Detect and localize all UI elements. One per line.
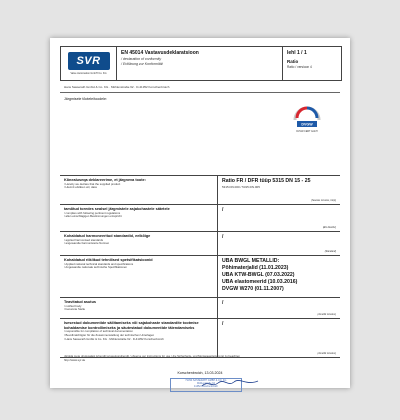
row-heading: Kohaldatud riiklikud tehnilised spetsifikatsioonid — [64, 258, 153, 262]
row-value-cell — [218, 256, 340, 297]
row-note: (Standard) — [324, 250, 336, 253]
row-subline: / complies with following pertinent regulations — [64, 210, 121, 215]
row-label-cell — [60, 232, 218, 255]
company-logo — [61, 47, 117, 80]
row-label-cell — [60, 319, 218, 357]
spec-line: UBA KTW-BWGL (07.03.2022) — [222, 272, 295, 279]
table-row — [60, 176, 340, 205]
row-label-cell — [60, 176, 218, 204]
empty-value: / — [222, 300, 224, 306]
document-version: Ratio / versioon 4 — [287, 65, 312, 69]
stamp-line: 41352 Korschenbroich — [194, 384, 218, 388]
product-codes: 5315.DN.000 / 5315.DN.005 — [222, 185, 260, 190]
spec-line: DVGW W270 (01.11.2007) — [222, 286, 284, 293]
svg-text:DVGW: DVGW — [301, 122, 313, 127]
header-page-block — [283, 47, 341, 80]
row-note: (Ametlik nimetus) — [317, 352, 336, 355]
row-subline: / Hiermit erklären wir, dass — [64, 185, 97, 190]
table-row — [60, 298, 340, 319]
row-note: (EU direktiv) — [322, 226, 336, 229]
row-subline: / Bevollmächtigter für die Zusammenstellung der technischen Unterlagen — [64, 333, 155, 338]
row-heading: Kõnealuseqa deklareerime, et järgneva toote: — [64, 178, 146, 182]
row-subline: / Angewandte nationale technische Spezifikationen — [64, 265, 127, 270]
product-type: Ratio FR / DFR tüüp 5315 DN 15 - 25 — [222, 178, 311, 184]
row-value-cell — [218, 176, 340, 204]
row-subline: / notified body — [64, 303, 82, 308]
logo-mark: SVR — [68, 52, 110, 70]
table-row — [60, 205, 340, 232]
instructions-text: Järgida toote ohutusalast juhendit ja kasutusjuhendit / observe our instructions for use / die Sicherheits- und Montageanleitung ist zu beachten — [64, 354, 241, 358]
product-name: Ratio — [287, 59, 299, 64]
empty-value: / — [222, 207, 224, 213]
row-subline: / benannte Stelle — [64, 307, 85, 312]
declaration-table — [60, 175, 340, 358]
place-and-date: Korschenbroich, 13.03.2024 — [177, 371, 223, 375]
document-subtitle-en: / declaration of conformity — [121, 57, 162, 61]
footer-instructions — [64, 354, 334, 362]
row-note: (Ametlik nimetus) — [317, 313, 336, 316]
spec-line: UBA BWGL METALLID: — [222, 258, 280, 264]
row-heading: Kohaldatud harmoneeritud standardid, eelkõige — [64, 234, 151, 238]
stamp-line: Mühlenstraße 62 — [197, 381, 215, 385]
signature-icon — [200, 379, 260, 389]
row-subline: / allen einschlägigen Bestimmungen entspricht — [64, 214, 122, 219]
table-row — [60, 232, 340, 256]
row-subline: / Hereby we declare that the supplied product — [64, 181, 121, 186]
logo-subtitle: Valve Automation GmbH Co. KG — [70, 72, 107, 75]
row-subline: / Applied national technical standards and specifications — [64, 261, 134, 266]
row-heading: tamõtud toredes sealsel järgmistele asjakohastele sätetele — [64, 207, 170, 211]
certification-mark-icon — [288, 100, 326, 130]
row-subline: / Hans Sasserath GmbH & Co. KG · Mühlenstraße 62 · D-41352 Korschenbroich — [64, 336, 164, 341]
table-row — [60, 319, 340, 358]
row-label-cell — [60, 256, 218, 297]
row-subline: / responsible for compilation of technical documentation — [64, 329, 133, 334]
product-label: Järgmisele tõotele/toodele: — [64, 97, 107, 101]
stamp-line: HANS SASSERATH GMBH & CO. KG — [185, 379, 227, 382]
spec-line: Põhimaterjalid (11.01.2023) — [222, 265, 289, 272]
row-heading: Isesestud dokumentide säilitamiseks või sajakohaste standardite tootmise kohaldamise kontrollimiseks ja säutestatud dokumentide täiendamiseks — [64, 321, 199, 330]
header-title-block — [117, 47, 283, 80]
row-value-cell — [218, 205, 340, 231]
row-subline: / applied harmonised standards — [64, 237, 104, 242]
row-value-cell — [218, 298, 340, 318]
manufacturer-address: Hans Sasserath GmbH & Co. KG · Mühlenstraße 62 · D-41352 Korschenbroich — [64, 85, 170, 89]
product-section — [60, 92, 340, 171]
cert-caption: DVGW CERT GmbH — [296, 131, 318, 133]
document-header — [60, 46, 342, 81]
document-page — [50, 38, 350, 388]
dvgw-certification-logo — [288, 100, 326, 133]
table-row — [60, 256, 340, 298]
empty-value: / — [222, 321, 224, 327]
spec-line: UBA elastomeerid (10.03.2016) — [222, 279, 298, 286]
row-label-cell — [60, 298, 218, 318]
document-title: EN 45014 Vastavusdeklaratsioon — [121, 50, 199, 56]
row-value-cell — [218, 319, 340, 357]
page-number: lehl 1 / 1 — [287, 50, 307, 56]
row-note: (Seerias nimetus, tüüp) — [311, 199, 336, 202]
row-value-cell — [218, 232, 340, 255]
document-subtitle-de: / Erklärung zur Konformität — [121, 62, 163, 66]
empty-value: / — [222, 234, 224, 240]
row-heading: Teavitatud asutus — [64, 300, 96, 304]
row-label-cell — [60, 205, 218, 231]
row-subline: / angewandte harmonisierte Normen — [64, 241, 110, 246]
website-link[interactable]: http://www.syr.de — [64, 358, 86, 362]
